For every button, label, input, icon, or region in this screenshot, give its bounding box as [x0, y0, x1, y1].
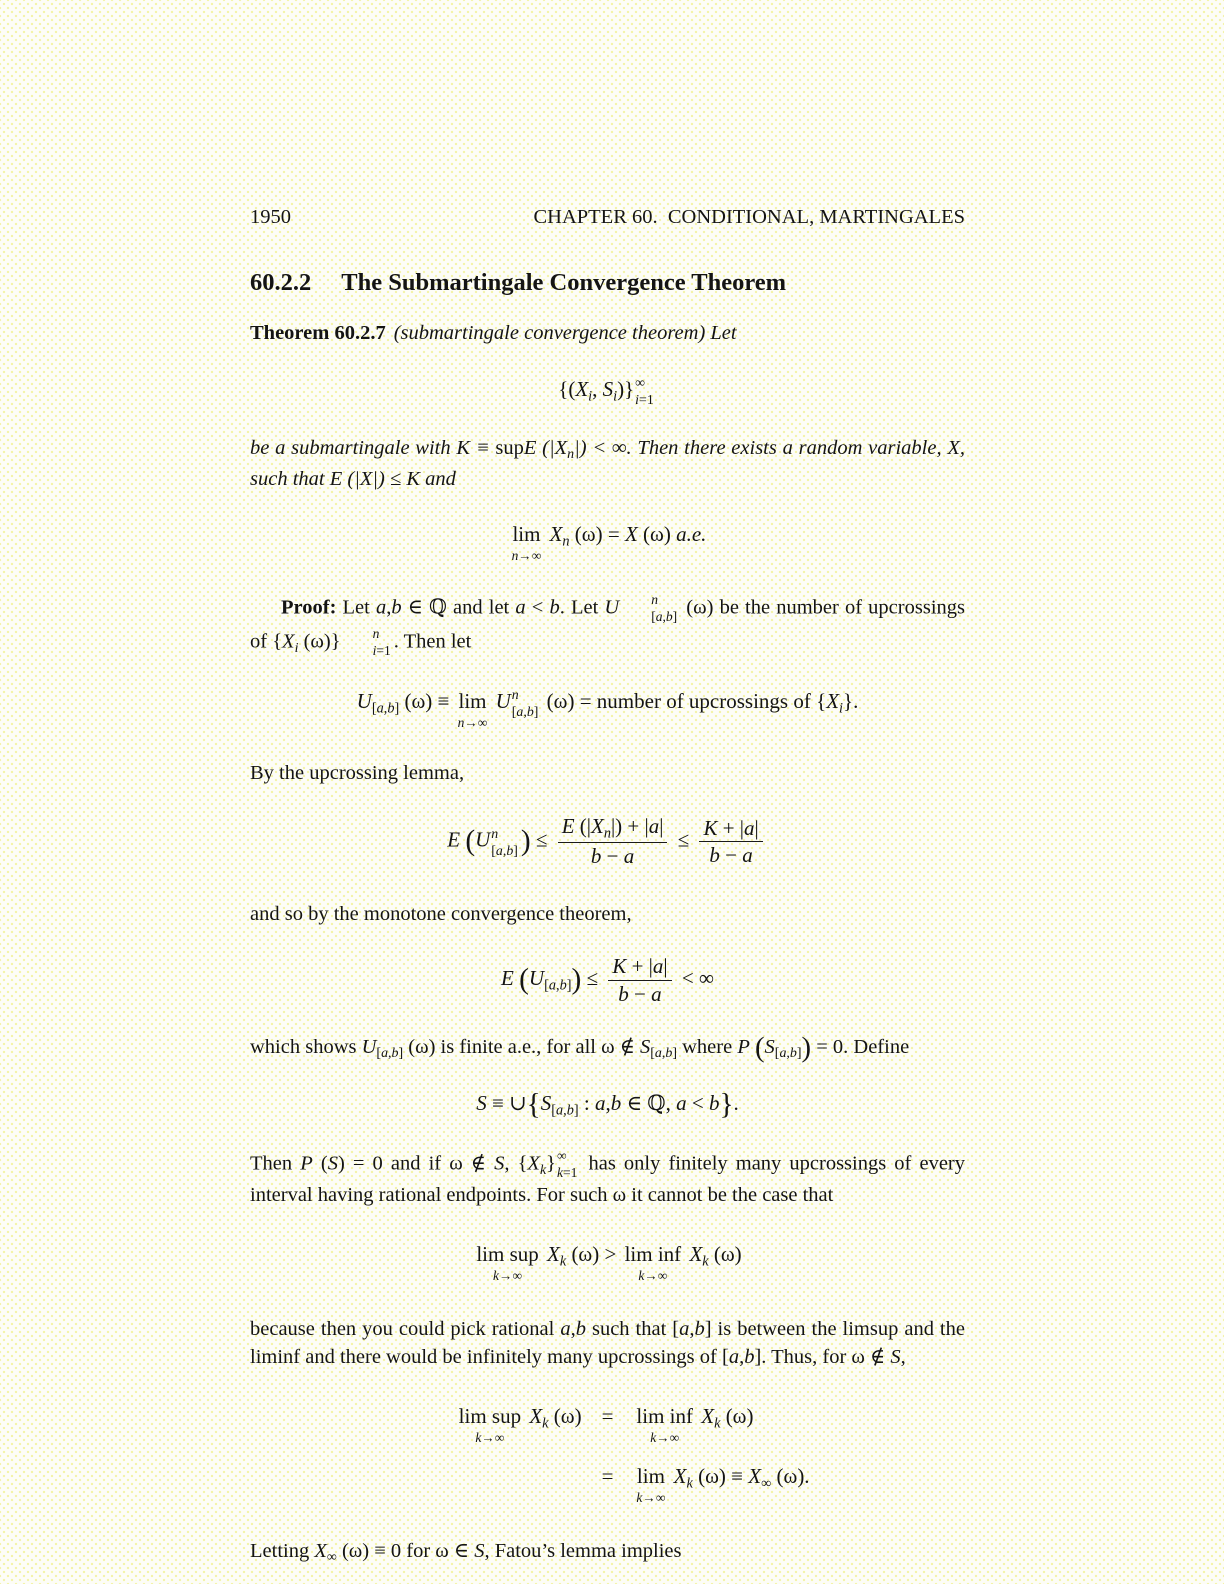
aligned-row-1: [250, 1402, 965, 1444]
equation-upcrossing-bound: E (U n [a,b] ) ≤ $\frac{E (|X_n|) + |a|}{b - a}$ ≤ $\frac{K + |a|}{b - a}$: [250, 814, 965, 870]
upcrossing-lemma-paragraph: By the upcrossing lemma,: [250, 762, 465, 785]
monotone-convergence-paragraph: and so by the monotone convergence theorem,: [250, 902, 632, 925]
equation-sequence: {($X_i$, $S_i$)} ∞ i=1: [558, 374, 654, 408]
equation-S-definition: $S \equiv \cup\{S_{[a,b]}$ : a,b ∈ ℚ, a < b}.: [476, 1088, 739, 1121]
section-number: 60.2.2: [250, 268, 312, 296]
aligned-row1-right: lim inf k→∞ $X_k$ (ω): [636, 1403, 754, 1445]
section-heading: [250, 268, 965, 297]
finite-ae-paragraph: which shows $U_{[a,b]}$ (ω) is finite a.e., for all ω ∉ $S_{[a,b]}$ where P $(S_{[a,b]}) = 0$. Define: [250, 1031, 910, 1064]
aligned-row1-relation: =: [601, 1403, 614, 1428]
equation-expectation-bound: E $(U_{[a,b]})$ ≤ $\frac{K + |a|}{b - a}$ < ∞: [501, 954, 714, 1006]
equation-upcrossing-definition: $U_{[a,b]}$ (ω) ≡ lim n→∞ U n [a,b] (ω) = number of upcrossings of $\{X_i\}$.: [356, 686, 859, 730]
equation-aligned-limits: [250, 1402, 965, 1505]
theorem-body-paragraph: be a submartingale with K ≡ supE $(|X_n|)$ < ∞. Then there exists a random variable, X, such that E (|X|) ≤ K and: [250, 437, 965, 491]
theorem-head: [250, 319, 965, 348]
aligned-row-2: [250, 1462, 965, 1504]
proof-paragraph: Proof: Let a,b ∈ ℚ and let a < b. Let U n [a,b] (ω) be the number of upcrossings of {$X_i$ (ω)} n i=1 . Then let: [250, 592, 965, 658]
probability-zero-paragraph: Then P (S) = 0 and if ω ∉ S, $\{X_k\}$ ∞ k=1 has only finitely many upcrossings of every interval having rational endpoints. For such ω it cannot be the case that: [250, 1147, 966, 1207]
theorem-intro: (submartingale convergence theorem) Let: [393, 322, 737, 345]
section-title: The Submartingale Convergence Theorem: [341, 268, 787, 296]
aligned-row1-left: lim sup k→∞ $X_k$ (ω): [458, 1403, 582, 1445]
aligned-row2-relation: =: [601, 1464, 614, 1489]
aligned-row2-right: lim k→∞ $X_k$ $(\omega) \equiv X_\infty$ (ω).: [636, 1464, 810, 1506]
theorem-label: Theorem 60.2.7: [250, 322, 386, 345]
chapter-header: CHAPTER 60. CONDITIONAL, MARTINGALES: [533, 206, 965, 228]
rational-interval-paragraph: because then you could pick rational a,b such that [a,b] is between the limsup and the liminf and there would be infinitely many upcrossings of [a,b]. Thus, for ω ∉ S,: [250, 1317, 965, 1369]
page-number: 1950: [250, 206, 291, 228]
fatou-lemma-paragraph: Letting $X_\infty$ (ω) ≡ 0 for ω ∈ S, Fatou’s lemma implies: [250, 1539, 682, 1566]
equation-limsup-greater-liminf: lim sup k→∞ $X_k$ (ω) > lim inf k→∞ $X_k$ (ω): [476, 1242, 742, 1284]
equation-limit-ae: lim n→∞ $X_n$ (ω) = X (ω) a.e.: [511, 521, 707, 563]
running-head: [250, 203, 965, 232]
